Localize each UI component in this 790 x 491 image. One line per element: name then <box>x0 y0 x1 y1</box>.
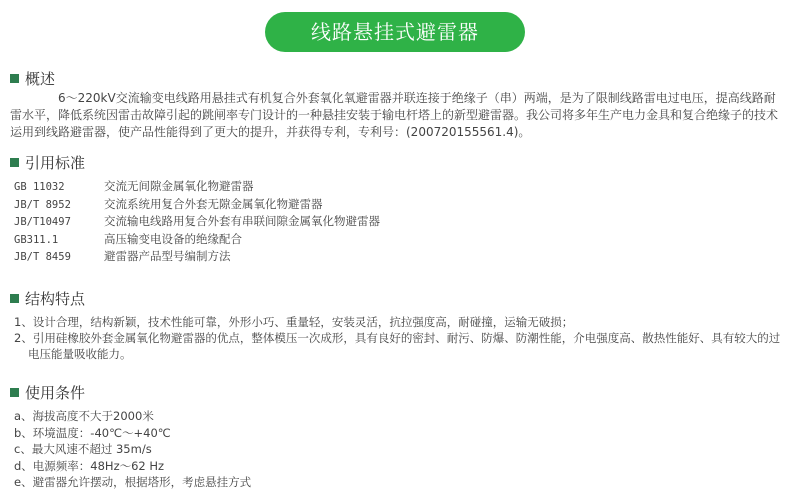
standards-section <box>10 152 782 266</box>
standards-list <box>14 178 782 266</box>
condition-item: a、海拔高度不大于2000米 <box>14 409 154 423</box>
standard-item <box>14 248 782 266</box>
condition-item: c、最大风速不超过 35m/s <box>14 442 152 456</box>
conditions-section <box>10 382 782 491</box>
standard-code: JB/T10497 <box>14 216 71 228</box>
standard-code: JB/T 8952 <box>14 198 71 211</box>
standard-name: 交流系统用复合外套无隙金属氧化物避雷器 <box>104 196 323 211</box>
feature-item: 2、引用硅橡胶外套金属氧化物避雷器的优点，整体模压一次成形，具有良好的密封、耐污、防爆、防潮性能，介电强度高、散热性能好、具有较大的过电压能量吸收能力。 <box>14 331 781 361</box>
condition-item: d、电源频率：48Hz～62 Hz <box>14 458 165 473</box>
standard-item <box>14 213 782 231</box>
overview-section <box>10 68 782 141</box>
conditions-heading <box>10 382 782 402</box>
title-banner <box>0 12 790 52</box>
standards-heading-text: 引用标准 <box>25 153 86 172</box>
overview-heading-text: 概述 <box>25 69 56 88</box>
standard-code: JB/T 8459 <box>14 251 71 263</box>
overview-heading <box>10 68 782 88</box>
square-bullet-icon <box>10 74 19 83</box>
features-heading <box>10 288 782 308</box>
conditions-heading-text: 使用条件 <box>25 383 86 402</box>
square-bullet-icon <box>10 294 19 303</box>
standards-heading <box>10 152 782 172</box>
standard-code: GB311.1 <box>14 233 59 246</box>
standard-item <box>14 196 782 214</box>
features-list <box>14 314 782 362</box>
feature-item: 1、设计合理，结构新颖，技术性能可靠，外形小巧、重量轻，安装灵活，抗拉强度高，耐碰撞，运输无破损； <box>14 315 574 329</box>
page-title: 线路悬挂式避雷器 <box>265 12 525 52</box>
standard-code: GB 11032 <box>14 181 65 193</box>
standard-name: 高压输变电设备的绝缘配合 <box>104 231 242 246</box>
standard-item <box>14 231 782 249</box>
condition-item: e、避雷器允许摆动，根据塔形，考虑悬挂方式 <box>14 475 252 489</box>
conditions-list <box>14 408 782 491</box>
standard-name: 避雷器产品型号编制方法 <box>104 249 231 263</box>
standard-item <box>14 178 782 196</box>
features-section <box>10 288 782 362</box>
condition-item: b、环境温度：-40℃～+40℃ <box>14 425 171 440</box>
features-heading-text: 结构特点 <box>25 289 86 308</box>
standard-name: 交流无间隙金属氧化物避雷器 <box>104 179 254 193</box>
square-bullet-icon <box>10 388 19 397</box>
square-bullet-icon <box>10 158 19 167</box>
overview-paragraph: 6～220kV交流输变电线路用悬挂式有机复合外套氧化氧避雷器并联连接于绝缘子（串）两端，是为了限制线路雷电过电压，提高线路耐雷水平，降低系统因雷击故障引起的跳闸率专门设计的一种悬挂安装于输电杆塔上的新型避雷器。我公司将多年生产电力金具和复合绝缘子的技术运用到线路避雷器，使产品性能得到了更大的提升，并获得专利，专利号：(200720155561.4)。 <box>10 91 779 139</box>
standard-name: 交流输电线路用复合外套有串联间隙金属氧化物避雷器 <box>104 214 380 228</box>
